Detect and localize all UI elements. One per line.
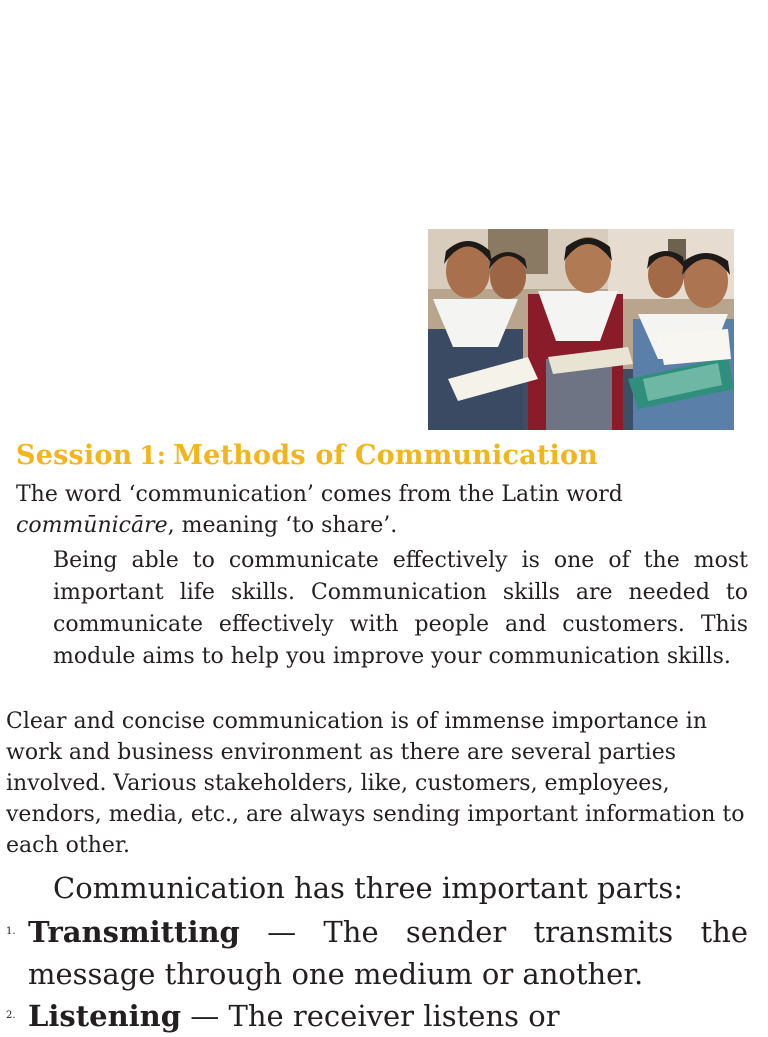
session-prefix: Session (16, 440, 133, 471)
latin-word: commūnicāre (16, 513, 168, 538)
list-item (0, 911, 768, 995)
list-marker: 1. (6, 926, 16, 937)
session-number: 1: (139, 441, 167, 470)
skills-paragraph: Being able to communicate effectively is one of the most important life skills. Communication skills are needed to communicate effectively with people and customers. This module aims to help you improve your communication skills. (53, 548, 748, 669)
list-marker: 2. (6, 1010, 16, 1021)
intro-text-2: , meaning ‘to share’. (167, 513, 398, 538)
intro-paragraph (16, 479, 716, 541)
list-term: Listening (28, 999, 182, 1033)
list-text: — The receiver listens or (181, 999, 560, 1033)
clear-communication-paragraph: Clear and concise communication is of immense importance in work and business environment as there are several parties involved. Various stakeholders, like, customers, employees, vendors, media, etc., are always sending important information to each other. (6, 709, 745, 858)
students-photo (428, 229, 734, 430)
intro-text-1: The word ‘communication’ comes from the Latin word (16, 482, 623, 507)
list-text: — The sender transmits the message through one medium or another. (28, 915, 748, 991)
students-illustration (428, 229, 734, 430)
session-title: Methods of Communication (173, 440, 598, 471)
session-heading (16, 440, 598, 471)
parts-paragraph: Communication has three important parts: (53, 871, 684, 905)
parts-list (0, 911, 768, 1037)
list-item (0, 995, 768, 1037)
list-term: Transmitting (28, 915, 240, 949)
